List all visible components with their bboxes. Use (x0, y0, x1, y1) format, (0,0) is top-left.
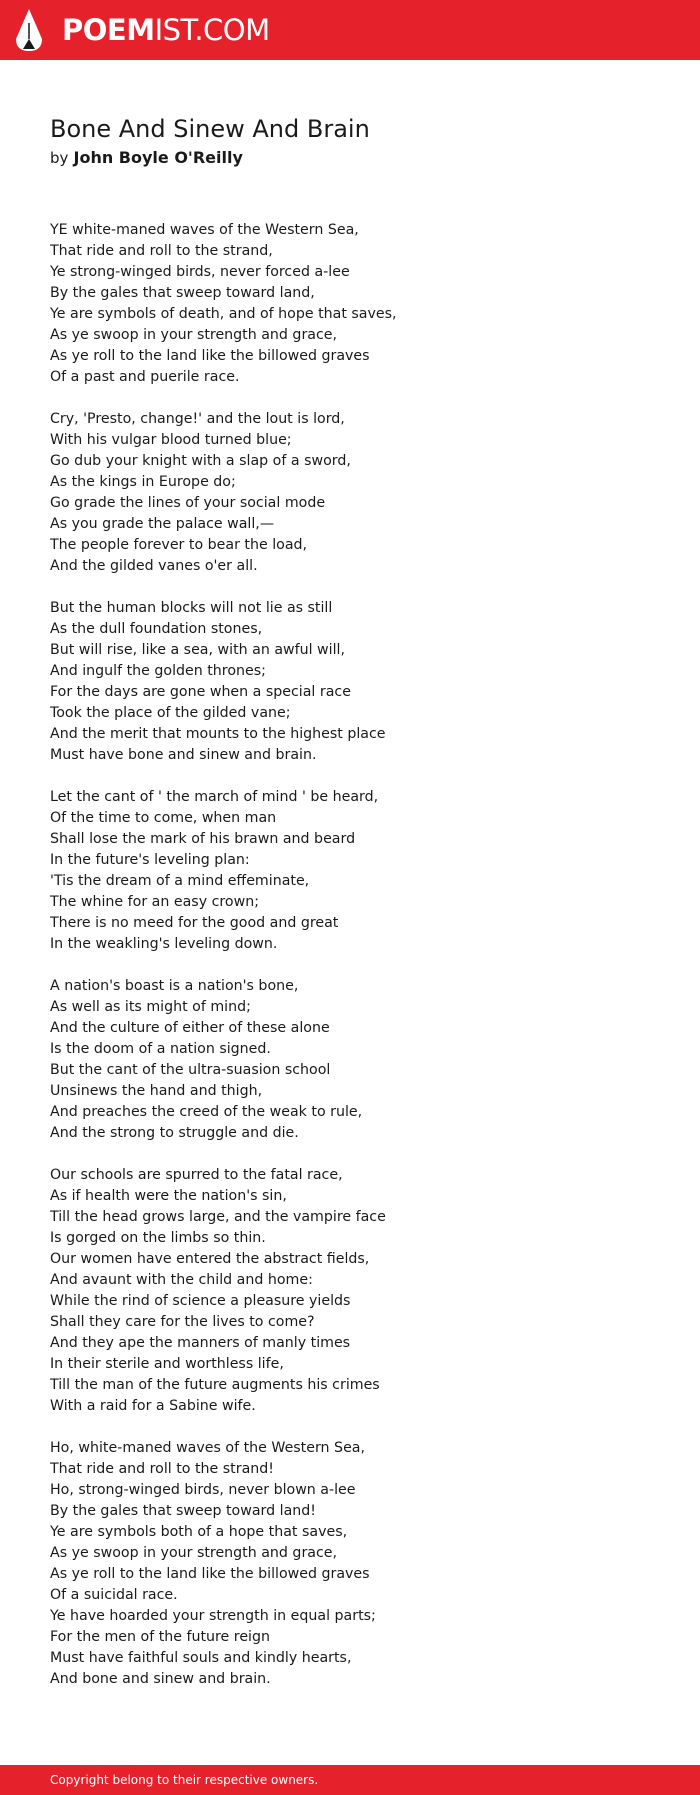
poem-line: Unsinews the hand and thigh, (50, 1083, 263, 1099)
poem-line: That ride and roll to the strand, (50, 243, 273, 259)
poem-line: And ingulf the golden thrones; (50, 663, 266, 679)
poem-stanza (50, 787, 650, 955)
poem-line: Is gorged on the limbs so thin. (50, 1230, 266, 1246)
poem-line: Of a suicidal race. (50, 1587, 178, 1603)
poem-line: YE white-maned waves of the Western Sea, (50, 222, 359, 238)
poem-line: Go grade the lines of your social mode (50, 495, 326, 511)
poem-line: As you grade the palace wall,— (50, 516, 275, 532)
poem-content (50, 112, 650, 1711)
poem-line: Let the cant of ' the march of mind ' be heard, (50, 789, 379, 805)
poem-line: In the weakling's leveling down. (50, 936, 278, 952)
logo-text-light: IST.COM (154, 12, 270, 47)
poem-line: By the gales that sweep toward land, (50, 285, 315, 301)
poem-line: Till the man of the future augments his crimes (50, 1377, 380, 1393)
poem-line: Cry, 'Presto, change!' and the lout is lord, (50, 411, 345, 427)
poem-line: With his vulgar blood turned blue; (50, 432, 292, 448)
poem-line: Is the doom of a nation signed. (50, 1041, 271, 1057)
poem-line: Till the head grows large, and the vampire face (50, 1209, 386, 1225)
poem-line: As the dull foundation stones, (50, 621, 263, 637)
poem-line: As if health were the nation's sin, (50, 1188, 287, 1204)
poem-line: Our schools are spurred to the fatal race, (50, 1167, 343, 1183)
poem-line: But the human blocks will not lie as still (50, 600, 333, 616)
poem-line: Shall lose the mark of his brawn and beard (50, 831, 356, 847)
poem-stanza (50, 220, 650, 388)
poem-line: By the gales that sweep toward land! (50, 1503, 316, 1519)
copyright-notice: Copyright belong to their respective owners. (50, 1773, 319, 1787)
site-header (0, 0, 700, 60)
poem-line: The whine for an easy crown; (50, 894, 259, 910)
poem-line: For the days are gone when a special race (50, 684, 351, 700)
poem-line: And they ape the manners of manly times (50, 1335, 351, 1351)
poem-line: Ye are symbols both of a hope that saves, (50, 1524, 348, 1540)
poem-line: But the cant of the ultra-suasion school (50, 1062, 331, 1078)
poem-line: Ho, white-maned waves of the Western Sea, (50, 1440, 365, 1456)
poem-line: But will rise, like a sea, with an awful will, (50, 642, 345, 658)
poem-line: Took the place of the gilded vane; (50, 705, 291, 721)
poem-line: Of a past and puerile race. (50, 369, 240, 385)
poem-line: Must have bone and sinew and brain. (50, 747, 317, 763)
poem-stanza (50, 598, 650, 766)
poem-line: Our women have entered the abstract fields, (50, 1251, 370, 1267)
poem-line: The people forever to bear the load, (50, 537, 308, 553)
site-footer (0, 1765, 700, 1795)
poem-line: And the strong to struggle and die. (50, 1125, 299, 1141)
poem-stanza (50, 1438, 650, 1690)
poem-stanza (50, 409, 650, 577)
poem-stanza (50, 1165, 650, 1417)
poem-line: In their sterile and worthless life, (50, 1356, 284, 1372)
poem-line: A nation's boast is a nation's bone, (50, 978, 299, 994)
poem-line: Of the time to come, when man (50, 810, 277, 826)
poem-line: While the rind of science a pleasure yields (50, 1293, 351, 1309)
poem-line: And the merit that mounts to the highest place (50, 726, 386, 742)
poem-line: In the future's leveling plan: (50, 852, 250, 868)
poem-line: And the gilded vanes o'er all. (50, 558, 258, 574)
logo-text-bold: POEM (62, 12, 155, 47)
poem-line: Shall they care for the lives to come? (50, 1314, 315, 1330)
poem-line: Ye have hoarded your strength in equal parts; (50, 1608, 376, 1624)
quill-pen-icon (16, 9, 42, 51)
poem-line: That ride and roll to the strand! (50, 1461, 274, 1477)
poem-line: Ye strong-winged birds, never forced a-lee (50, 264, 350, 280)
poem-line: And the culture of either of these alone (50, 1020, 330, 1036)
poem-line: 'Tis the dream of a mind effeminate, (50, 873, 310, 889)
poem-stanza (50, 976, 650, 1144)
poem-line: As ye roll to the land like the billowed graves (50, 348, 370, 364)
poem-line: There is no meed for the good and great (50, 915, 339, 931)
site-logo-text (62, 12, 270, 47)
poem-line: As ye swoop in your strength and grace, (50, 1545, 338, 1561)
poem-line: As ye roll to the land like the billowed graves (50, 1566, 370, 1582)
poem-line: With a raid for a Sabine wife. (50, 1398, 256, 1414)
poem-line: Must have faithful souls and kindly hearts, (50, 1650, 352, 1666)
poem-line: And bone and sinew and brain. (50, 1671, 271, 1687)
poem-line: Ye are symbols of death, and of hope that saves, (50, 306, 397, 322)
poem-line: Go dub your knight with a slap of a sword, (50, 453, 351, 469)
poem-line: As ye swoop in your strength and grace, (50, 327, 338, 343)
poem-byline (50, 146, 650, 170)
poem-line: And preaches the creed of the weak to rule, (50, 1104, 363, 1120)
byline-prefix: by (50, 149, 69, 167)
poem-title: Bone And Sinew And Brain (50, 115, 370, 143)
poem-line: And avaunt with the child and home: (50, 1272, 313, 1288)
poem-line: Ho, strong-winged birds, never blown a-lee (50, 1482, 356, 1498)
poem-line: For the men of the future reign (50, 1629, 270, 1645)
poem-body (50, 220, 650, 1690)
poem-line: As well as its might of mind; (50, 999, 251, 1015)
poem-line: As the kings in Europe do; (50, 474, 236, 490)
poem-author: John Boyle O'Reilly (73, 148, 243, 167)
site-logo-link[interactable] (16, 8, 270, 52)
